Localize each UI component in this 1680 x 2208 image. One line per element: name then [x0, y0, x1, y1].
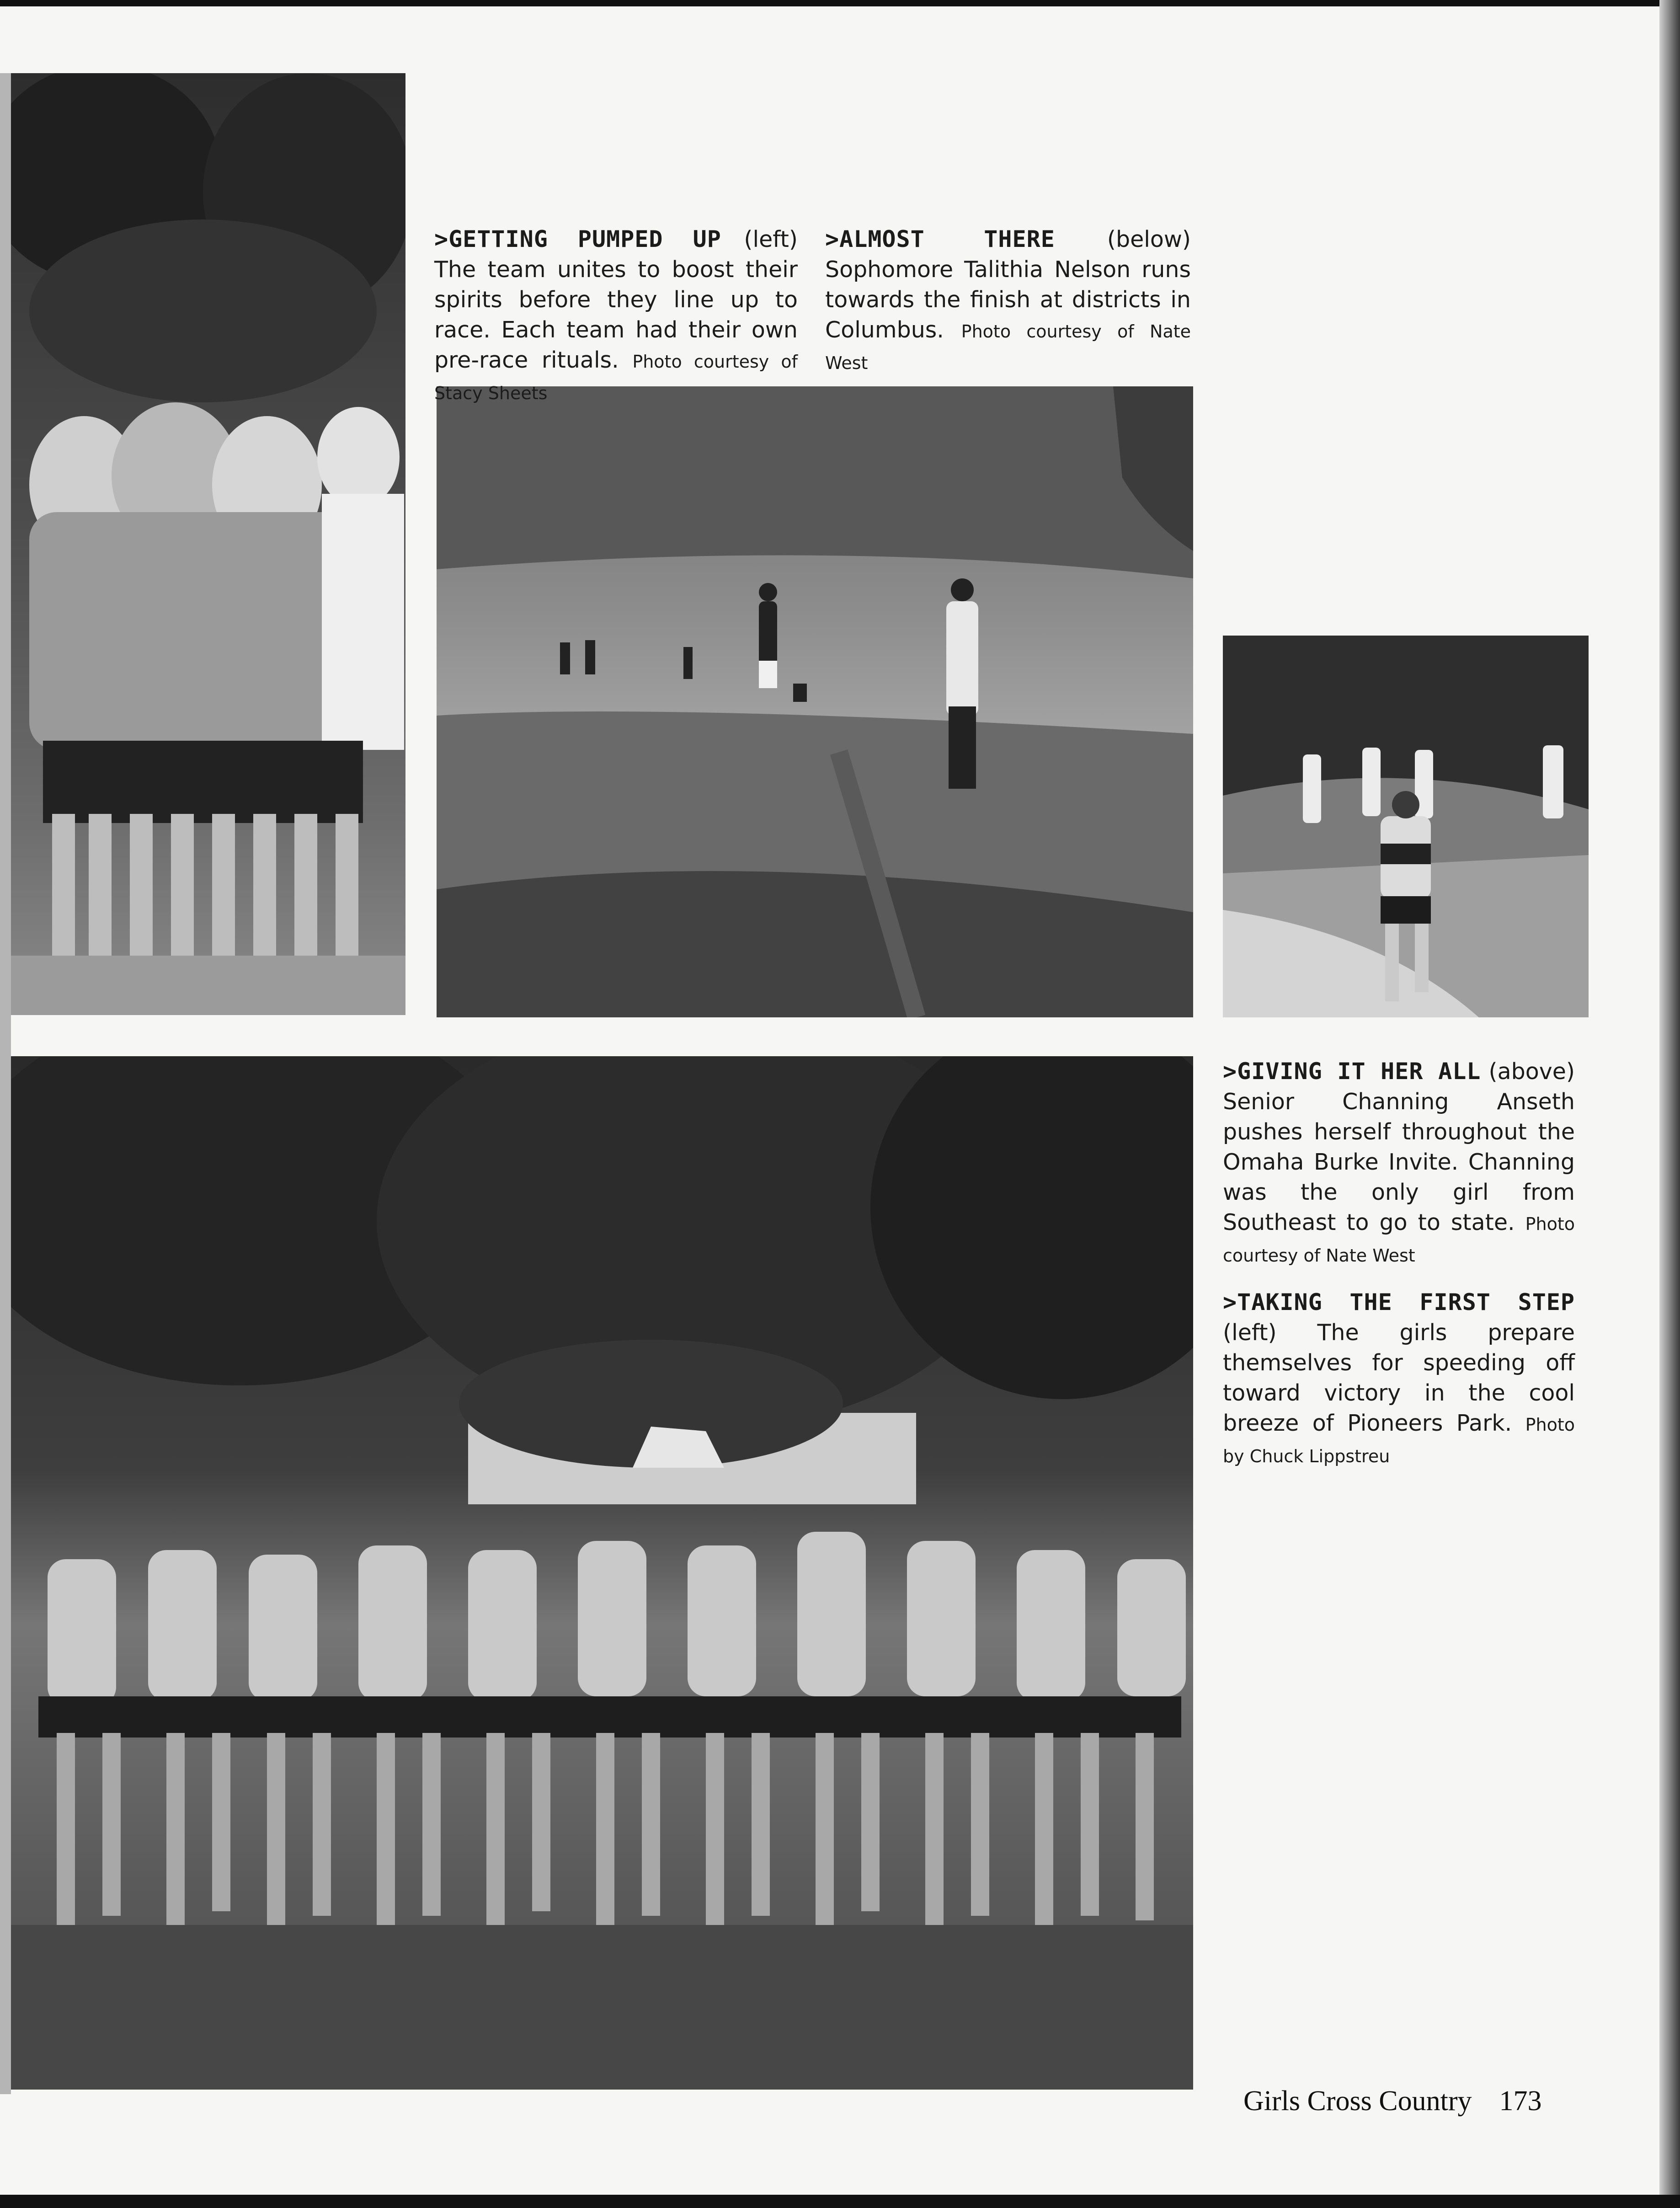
photo-giving-it-her-all [1223, 636, 1589, 1017]
page-edge-bottom [0, 2195, 1680, 2208]
photo-team-huddle [11, 73, 405, 1015]
page-edge-top [0, 0, 1680, 6]
caption-almost-there [825, 224, 1191, 378]
page-number: 173 [1499, 2085, 1542, 2117]
caption-taking-first-step [1223, 1287, 1575, 1471]
caption-direction: (below) [1107, 226, 1191, 252]
photo-taking-first-step [11, 1056, 1193, 2090]
photo-almost-there [437, 386, 1193, 1017]
photo-credit: Photo courtesy of Nate West [1223, 1214, 1575, 1266]
caption-direction: (left) [1223, 1320, 1277, 1346]
photo-credit: Photo courtesy of Stacy Sheets [434, 352, 798, 403]
caption-giving-it-her-all [1223, 1056, 1575, 1271]
caption-body: Sophomore Talithia Nelson runs towards the finish at districts in Columbus. [825, 257, 1191, 343]
photo-credit: Photo by Chuck Lippstreu [1223, 1415, 1575, 1466]
caption-heading: > ALMOST THERE [825, 226, 1055, 252]
caption-body: The team unites to boost their spirits before they line up to race. Each team had their own pre-race rituals. [434, 257, 798, 373]
page-edge-right [1659, 0, 1680, 2208]
caption-heading: > GETTING PUMPED UP [434, 226, 721, 252]
caption-heading: > GIVING IT HER ALL [1223, 1058, 1481, 1085]
photo-credit: Photo courtesy of Nate West [825, 321, 1191, 373]
caption-direction: (above) [1488, 1059, 1575, 1085]
page-footer [1243, 2085, 1541, 2117]
section-title: Girls Cross Country [1243, 2085, 1472, 2117]
caption-getting-pumped-up [434, 224, 798, 408]
page-edge-left [0, 73, 11, 2094]
caption-body: The girls prepare themselves for speeding off toward victory in the cool breeze of Pioneers Park. [1223, 1320, 1575, 1436]
caption-heading: > TAKING THE FIRST STEP [1223, 1289, 1575, 1315]
caption-direction: (left) [744, 226, 798, 252]
caption-body: Senior Channing Anseth pushes herself throughout the Omaha Burke Invite. Channing was the only girl from Southeast to go to state. [1223, 1089, 1575, 1235]
